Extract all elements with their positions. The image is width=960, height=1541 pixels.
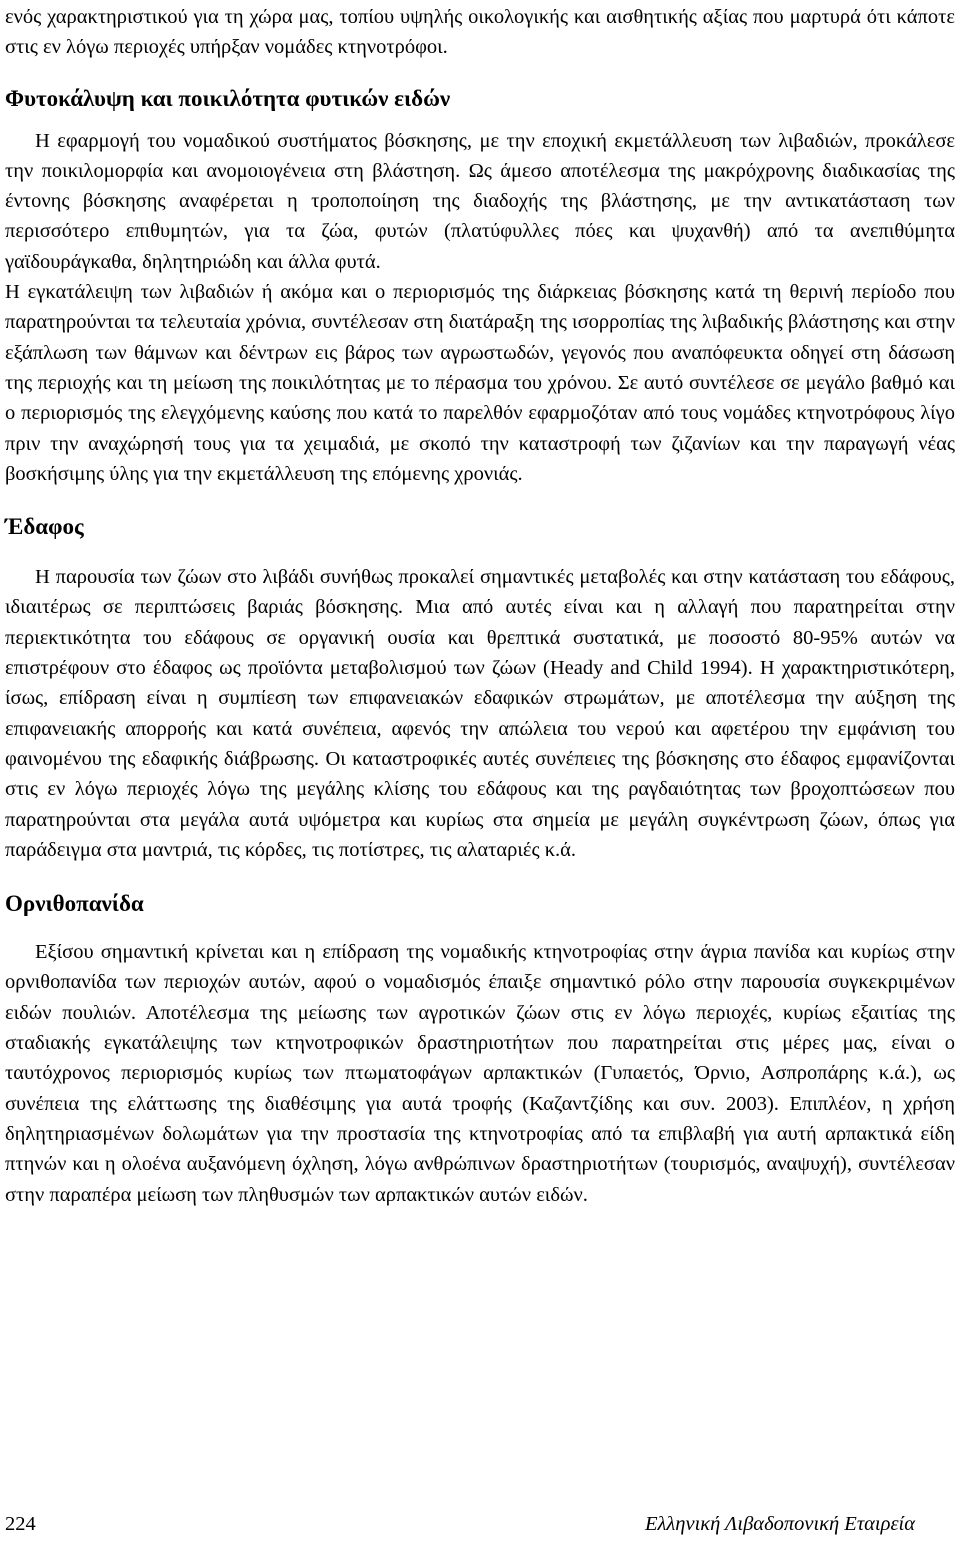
intro-paragraph: ενός χαρακτηριστικού για τη χώρα μας, τοπίου υψηλής οικολογικής και αισθητικής αξίας που μαρτυρά ότι κάποτε στις εν λόγω περιοχές υπήρξαν νομάδες κτηνοτρόφοι. <box>5 6 955 59</box>
heading-ornithopanida: Ορνιθοπανίδα <box>5 891 144 917</box>
page-footer <box>5 1511 915 1537</box>
heading-edafos: Έδαφος <box>5 514 84 540</box>
paragraph-edafos: Η παρουσία των ζώων στο λιβάδι συνήθως προκαλεί σημαντικές μεταβολές και στην κατάσταση του εδάφους, ιδιαιτέρως σε περιπτώσεις βαριάς βόσκησης. Μια από αυτές είναι και η αλλαγή που παρατηρείται στην περιεκτικότητα του εδάφους σε οργανική ουσία και θρεπτικά συστατικά, με ποσοστό 80-95% αυτών να επιστρέφουν στο έδαφος ως προϊόντα μεταβολισμού των ζώων (Heady and Child 1994). Η χαρακτηριστικότερη, ίσως, επίδραση είναι η συμπίεση των επιφανειακών εδαφικών στρωμάτων, με αποτέλεσμα την αύξηση της επιφανειακής απορροής και κατά συνέπεια, αφενός την απώλεια του νερού και αφετέρου την εμφάνιση του φαινομένου της εδαφικής διάβρωσης. Οι καταστροφικές αυτές συνέπειες της βόσκησης στο έδαφος εμφανίζονται στις εν λόγω περιοχές λόγω της μεγάλης κλίσης του εδάφους και της ραγδαιότητας των βροχοπτώσεων που παρατηρούνται στα μεγάλα αυτά υψόμετρα και κυρίως στα σημεία με μεγάλη συγκέντρωση ζώων, όπως για παράδειγμα στα μαντριά, τις κόρδες, τις ποτίστρες, τις αλαταριές κ.ά. <box>5 566 955 861</box>
publication-name: Ελληνική Λιβαδοπονική Εταιρεία <box>645 1513 915 1535</box>
paragraph-fytokalypsi-1: Η εφαρμογή του νομαδικού συστήματος βόσκησης, με την εποχική εκμετάλλευση των λιβαδιών, προκάλεσε την ποικιλομορφία και ανομοιογένεια στη βλάστηση. Ως άμεσο αποτέλεσμα της μακρόχρονης διαδικασίας της έντονης βόσκησης αναφέρεται η τροποποίηση της διαδοχής της βλάστησης, με την αντικατάσταση των περισσότερο επιθυμητών, για τα ζώα, φυτών (πλατύφυλλες πόες και ψυχανθή) από τα ανεπιθύμητα γαϊδουράγκαθα, δηλητηριώδη και άλλα φυτά. <box>5 129 955 273</box>
paragraph-fytokalypsi-2: Η εγκατάλειψη των λιβαδιών ή ακόμα και ο περιορισμός της διάρκειας βόσκησης κατά τη θερινή περίοδο που παρατηρούνται τα τελευταία χρόνια, συντέλεσαν στη διατάραξη της ισορροπίας της λιβαδικής βλάστησης και στην εξάπλωση των θάμνων και δέντρων εις βάρος των αγρωστωδών, γεγονός που αναπόφευκτα οδηγεί στη δάσωση της περιοχής και τη μείωση της ποικιλότητας με το πέρασμα του χρόνου. Σε αυτό συντέλεσε σε μεγάλο βαθμό και ο περιορισμός της ελεγχόμενης καύσης που κατά το παρελθόν εφαρμοζόταν από τους νομάδες κτηνοτρόφους λίγο πριν την αναχώρησή τους για τα χειμαδιά, με σκοπό την καταστροφή των ζιζανίων και την παραγωγή νέας βοσκήσιμης ύλης για την εκμετάλλευση της επόμενης χρονιάς. <box>5 281 955 485</box>
page-number: 224 <box>5 1513 36 1535</box>
page-body <box>5 2 955 1210</box>
paragraph-ornithopanida: Εξίσου σημαντική κρίνεται και η επίδραση της νομαδικής κτηνοτροφίας στην άγρια πανίδα και κυρίως στην ορνιθοπανίδα των περιοχών αυτών, αφού ο νομαδισμός έπαιξε σημαντικό ρόλο στην παρουσία συγκεκριμένων ειδών πουλιών. Αποτέλεσμα της μείωσης των αγροτικών ζώων στις εν λόγω περιοχές, κυρίως εξαιτίας της σταδιακής εγκατάλειψης των κτηνοτροφικών δραστηριοτήτων που παρατηρείται στις μέρες μας, είναι ο ταυτόχρονος περιορισμός κυρίως των πτωματοφάγων αρπακτικών (Γυπαετός, Όρνιο, Ασπροπάρης κ.ά.), ως συνέπεια της ελάττωσης της διαθέσιμης για αυτά τροφής (Καζαντζίδης και συν. 2003). Επιπλέον, η χρήση δηλητηριασμένων δολωμάτων για την προστασία της κτηνοτροφίας από τα επιβλαβή για αυτή αρπακτικά είδη πτηνών και η ολοένα αυξανόμενη όχληση, λόγω ανθρώπινων δραστηριοτήτων (τουρισμός, αναψυχή), συντέλεσαν στην παραπέρα μείωση των πληθυσμών των αρπακτικών αυτών ειδών. <box>5 941 955 1206</box>
heading-fytokalypsi: Φυτοκάλυψη και ποικιλότητα φυτικών ειδών <box>5 85 451 111</box>
